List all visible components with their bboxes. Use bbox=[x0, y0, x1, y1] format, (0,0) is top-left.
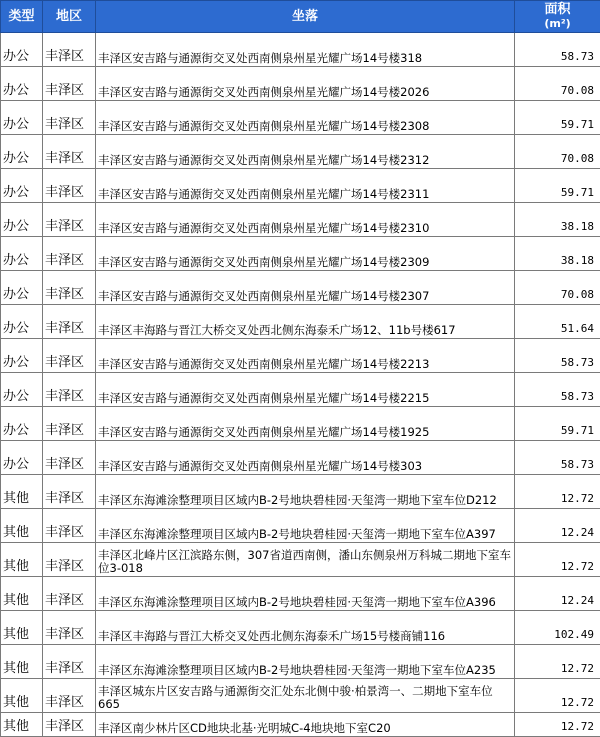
type-cell: 其他 bbox=[1, 611, 43, 645]
district-cell: 丰泽区 bbox=[43, 543, 96, 577]
area-cell: 51.64 bbox=[515, 305, 600, 339]
type-cell: 其他 bbox=[1, 645, 43, 679]
district-cell: 丰泽区 bbox=[43, 67, 96, 101]
district-cell: 丰泽区 bbox=[43, 509, 96, 543]
district-cell: 丰泽区 bbox=[43, 577, 96, 611]
address-cell: 丰泽区安吉路与通源街交叉处西南侧泉州星光耀广场14号楼2215 bbox=[96, 373, 515, 407]
area-cell: 70.08 bbox=[515, 271, 600, 305]
table-row bbox=[1, 611, 600, 645]
table-row bbox=[1, 407, 600, 441]
district-cell: 丰泽区 bbox=[43, 713, 96, 737]
type-cell: 办公 bbox=[1, 373, 43, 407]
area-cell: 70.08 bbox=[515, 67, 600, 101]
table-body bbox=[1, 33, 600, 737]
district-cell: 丰泽区 bbox=[43, 33, 96, 67]
area-cell: 12.72 bbox=[515, 645, 600, 679]
district-cell: 丰泽区 bbox=[43, 339, 96, 373]
type-cell: 办公 bbox=[1, 305, 43, 339]
table-row bbox=[1, 101, 600, 135]
district-cell: 丰泽区 bbox=[43, 441, 96, 475]
district-cell: 丰泽区 bbox=[43, 407, 96, 441]
table-row bbox=[1, 645, 600, 679]
district-cell: 丰泽区 bbox=[43, 101, 96, 135]
address-cell: 丰泽区安吉路与通源街交叉处西南侧泉州星光耀广场14号楼2312 bbox=[96, 135, 515, 169]
area-header bbox=[515, 1, 600, 33]
address-cell: 丰泽区丰海路与晋江大桥交叉处西北侧东海泰禾广场12、11b号楼617 bbox=[96, 305, 515, 339]
district-cell: 丰泽区 bbox=[43, 679, 96, 713]
type-header: 类型 bbox=[1, 1, 43, 33]
address-cell: 丰泽区东海滩涂整理项目区域内B-2号地块碧桂园·天玺湾一期地下室车位A397 bbox=[96, 509, 515, 543]
area-cell: 12.72 bbox=[515, 543, 600, 577]
type-cell: 办公 bbox=[1, 101, 43, 135]
district-header: 地区 bbox=[43, 1, 96, 33]
area-cell: 59.71 bbox=[515, 407, 600, 441]
table-row bbox=[1, 373, 600, 407]
area-cell: 12.24 bbox=[515, 577, 600, 611]
type-cell: 办公 bbox=[1, 33, 43, 67]
type-cell: 其他 bbox=[1, 713, 43, 737]
table-row bbox=[1, 475, 600, 509]
type-cell: 办公 bbox=[1, 407, 43, 441]
table-row bbox=[1, 169, 600, 203]
table-row bbox=[1, 441, 600, 475]
area-cell: 70.08 bbox=[515, 135, 600, 169]
type-cell: 办公 bbox=[1, 169, 43, 203]
type-cell: 办公 bbox=[1, 203, 43, 237]
area-cell: 58.73 bbox=[515, 441, 600, 475]
district-cell: 丰泽区 bbox=[43, 611, 96, 645]
type-cell: 其他 bbox=[1, 475, 43, 509]
table-row bbox=[1, 203, 600, 237]
district-cell: 丰泽区 bbox=[43, 373, 96, 407]
district-cell: 丰泽区 bbox=[43, 305, 96, 339]
header-row bbox=[1, 1, 600, 33]
table-row bbox=[1, 237, 600, 271]
address-cell: 丰泽区安吉路与通源街交叉处西南侧泉州星光耀广场14号楼303 bbox=[96, 441, 515, 475]
address-cell: 丰泽区东海滩涂整理项目区域内B-2号地块碧桂园·天玺湾一期地下室车位A235 bbox=[96, 645, 515, 679]
table-row bbox=[1, 305, 600, 339]
area-cell: 58.73 bbox=[515, 33, 600, 67]
type-cell: 办公 bbox=[1, 67, 43, 101]
type-cell: 办公 bbox=[1, 135, 43, 169]
type-cell: 办公 bbox=[1, 441, 43, 475]
district-cell: 丰泽区 bbox=[43, 271, 96, 305]
address-cell: 丰泽区东海滩涂整理项目区域内B-2号地块碧桂园·天玺湾一期地下室车位D212 bbox=[96, 475, 515, 509]
area-cell: 102.49 bbox=[515, 611, 600, 645]
table-row bbox=[1, 713, 600, 737]
address-cell: 丰泽区南少林片区CD地块北基·光明城C-4地块地下室C20 bbox=[96, 713, 515, 737]
address-cell: 丰泽区安吉路与通源街交叉处西南侧泉州星光耀广场14号楼2308 bbox=[96, 101, 515, 135]
area-cell: 58.73 bbox=[515, 373, 600, 407]
table-row bbox=[1, 135, 600, 169]
address-cell: 丰泽区丰海路与晋江大桥交叉处西北侧东海泰禾广场15号楼商铺116 bbox=[96, 611, 515, 645]
area-header-unit: (m²) bbox=[515, 17, 600, 31]
type-cell: 其他 bbox=[1, 577, 43, 611]
district-cell: 丰泽区 bbox=[43, 237, 96, 271]
table-row bbox=[1, 509, 600, 543]
type-cell: 办公 bbox=[1, 271, 43, 305]
address-cell: 丰泽区城东片区安吉路与通源街交汇处东北侧中骏·柏景湾一、二期地下室车位665 bbox=[96, 679, 515, 713]
address-cell: 丰泽区安吉路与通源街交叉处西南侧泉州星光耀广场14号楼2311 bbox=[96, 169, 515, 203]
address-cell: 丰泽区东海滩涂整理项目区域内B-2号地块碧桂园·天玺湾一期地下室车位A396 bbox=[96, 577, 515, 611]
address-cell: 丰泽区安吉路与通源街交叉处西南侧泉州星光耀广场14号楼2307 bbox=[96, 271, 515, 305]
type-cell: 其他 bbox=[1, 509, 43, 543]
table-row bbox=[1, 577, 600, 611]
area-cell: 12.72 bbox=[515, 713, 600, 737]
area-cell: 59.71 bbox=[515, 169, 600, 203]
address-header: 坐落 bbox=[96, 1, 515, 33]
district-cell: 丰泽区 bbox=[43, 475, 96, 509]
address-cell: 丰泽区安吉路与通源街交叉处西南侧泉州星光耀广场14号楼2026 bbox=[96, 67, 515, 101]
type-cell: 其他 bbox=[1, 679, 43, 713]
address-cell: 丰泽区安吉路与通源街交叉处西南侧泉州星光耀广场14号楼1925 bbox=[96, 407, 515, 441]
district-cell: 丰泽区 bbox=[43, 169, 96, 203]
address-cell: 丰泽区安吉路与通源街交叉处西南侧泉州星光耀广场14号楼2310 bbox=[96, 203, 515, 237]
area-cell: 59.71 bbox=[515, 101, 600, 135]
table-row bbox=[1, 339, 600, 373]
table-row bbox=[1, 33, 600, 67]
type-cell: 其他 bbox=[1, 543, 43, 577]
address-cell: 丰泽区安吉路与通源街交叉处西南侧泉州星光耀广场14号楼318 bbox=[96, 33, 515, 67]
district-cell: 丰泽区 bbox=[43, 203, 96, 237]
type-cell: 办公 bbox=[1, 339, 43, 373]
area-cell: 38.18 bbox=[515, 237, 600, 271]
address-cell: 丰泽区安吉路与通源街交叉处西南侧泉州星光耀广场14号楼2213 bbox=[96, 339, 515, 373]
table-row bbox=[1, 679, 600, 713]
table-row bbox=[1, 67, 600, 101]
area-cell: 38.18 bbox=[515, 203, 600, 237]
district-cell: 丰泽区 bbox=[43, 645, 96, 679]
area-cell: 12.24 bbox=[515, 509, 600, 543]
address-cell: 丰泽区安吉路与通源街交叉处西南侧泉州星光耀广场14号楼2309 bbox=[96, 237, 515, 271]
district-cell: 丰泽区 bbox=[43, 135, 96, 169]
table-row bbox=[1, 543, 600, 577]
area-cell: 12.72 bbox=[515, 679, 600, 713]
type-cell: 办公 bbox=[1, 237, 43, 271]
table-row bbox=[1, 271, 600, 305]
area-cell: 12.72 bbox=[515, 475, 600, 509]
address-cell: 丰泽区北峰片区江滨路东侧，307省道西南侧，潘山东侧泉州万科城二期地下室车位3-018 bbox=[96, 543, 515, 577]
area-header-label: 面积 bbox=[544, 2, 570, 17]
area-cell: 58.73 bbox=[515, 339, 600, 373]
